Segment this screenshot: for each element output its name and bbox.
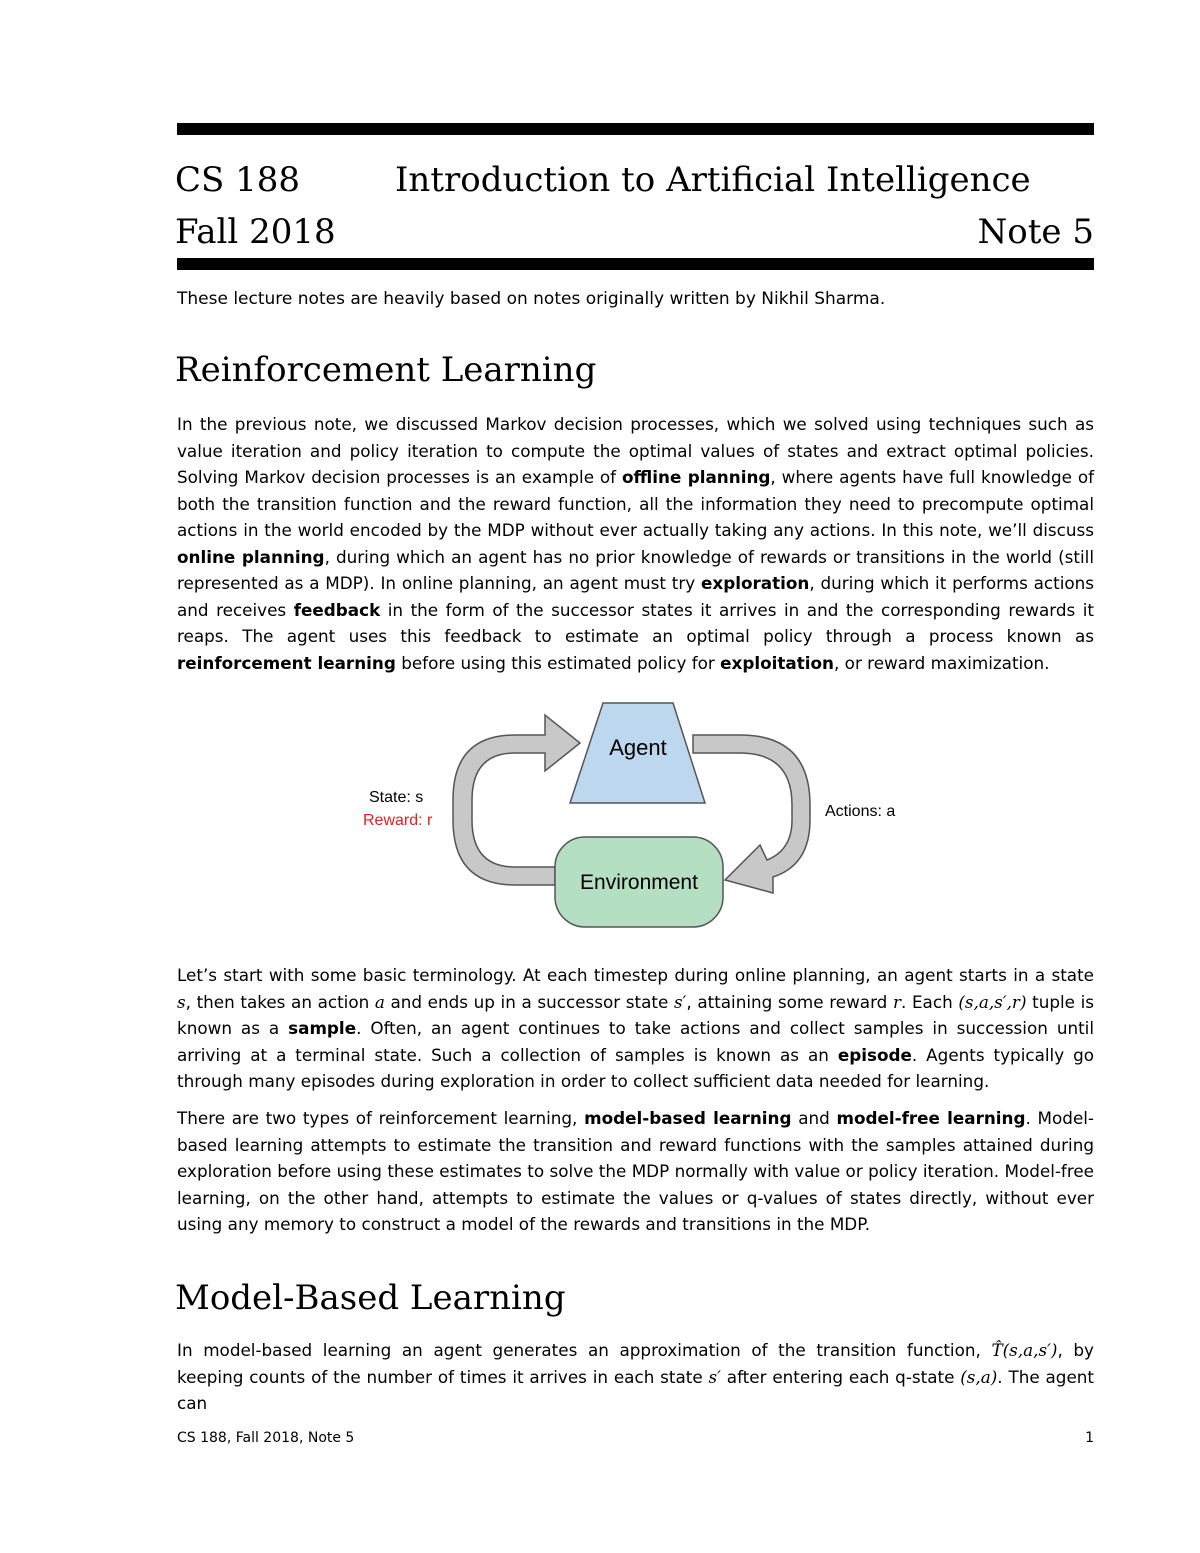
state-label: State: s	[369, 789, 424, 806]
term-bold: exploitation	[720, 652, 835, 673]
text: tuple is known as a	[177, 991, 1094, 1038]
actions-label: Actions: a	[825, 803, 896, 820]
credit-line: These lecture notes are heavily based on notes originally written by Nikhil Sharma.	[177, 289, 886, 309]
text: , during which an agent has no prior knowledge of rewards or transitions in the world (still represented as a MDP). In online planning, an agent must try	[177, 546, 1094, 593]
text: There are two types of reinforcement learning,	[177, 1108, 585, 1128]
term-bold: reinforcement learning	[177, 652, 396, 673]
types-paragraph	[177, 1105, 1094, 1238]
top-rule	[177, 123, 1094, 135]
math: (s,a,s′,r)	[958, 991, 1027, 1012]
term-bold: model-free learning	[836, 1108, 1026, 1128]
text: , by keeping counts of the number of times it arrives in each state	[177, 1340, 1094, 1387]
math: s	[177, 991, 186, 1012]
reward-label: Reward: r	[363, 812, 433, 829]
agent-label: Agent	[609, 735, 667, 760]
text: In model-based learning an agent generates an approximation of the transition function,	[177, 1340, 992, 1360]
term-bold: exploration	[700, 573, 810, 593]
text: . Agents typically go through many episodes during exploration in order to collect sufficient data needed for learning.	[177, 1044, 1094, 1091]
text: , or reward maximization.	[834, 652, 1050, 673]
text: in the form of the successor states it arrives in and the corresponding rewards it reaps. The agent uses this feedback to estimate an optimal policy through a process known as	[177, 599, 1094, 646]
text: , during which it performs actions and receives	[177, 573, 1094, 620]
math: a	[374, 991, 385, 1012]
text: , then takes an action	[185, 991, 375, 1012]
intro-paragraph	[177, 411, 1094, 676]
term-bold: online planning	[177, 546, 325, 567]
course-number: CS 188	[175, 160, 301, 200]
term-bold: episode	[837, 1044, 912, 1065]
note-number: Note 5	[977, 212, 1094, 252]
math: s′	[708, 1366, 721, 1387]
term-bold: offline planning	[621, 467, 771, 487]
text: before using this estimated policy for	[395, 652, 721, 673]
math: s′	[673, 991, 687, 1012]
text: . Model-based learning attempts to estimate the transition and reward functions with the samples attained during exploration before using these estimates to solve the MDP normally with value or policy iteration. Model-free learning, on the other hand, attempts to estimate the values or q-values of states directly, without ever using any memory to construct a model of the rewards and transitions in the MDP.	[177, 1108, 1094, 1234]
text: and ends up in a successor state	[384, 991, 674, 1012]
bottom-rule	[177, 258, 1094, 270]
course-title: Introduction to Artificial Intelligence	[395, 160, 1031, 200]
text: , attaining some reward	[686, 991, 893, 1012]
math: T̂(s,a,s′)	[991, 1340, 1058, 1360]
text: Let’s start with some basic terminology. At each timestep during online planning, an agent starts in a state	[177, 965, 1094, 985]
section-heading-mbl: Model-Based Learning	[175, 1278, 566, 1318]
environment-label: Environment	[580, 871, 698, 894]
math: (s,a)	[960, 1366, 998, 1387]
agent-environment-diagram	[355, 695, 915, 935]
text: and	[791, 1108, 837, 1128]
text: . Often, an agent continues to take actions and collect samples in succession until arriving at a terminal state. Such a collection of samples is known as an	[177, 1018, 1094, 1065]
text: , where agents have full knowledge of both the transition function and the reward function, all the information they need to precompute optimal actions in the world encoded by the MDP without ever actually taking any actions. In this note, we’ll discuss	[177, 467, 1094, 540]
term: Fall 2018	[175, 212, 336, 252]
term-bold: model-based learning	[584, 1108, 792, 1128]
model-based-paragraph	[177, 1337, 1094, 1417]
footer-left: CS 188, Fall 2018, Note 5	[177, 1430, 355, 1446]
section-heading-rl: Reinforcement Learning	[175, 350, 597, 390]
page-number: 1	[1085, 1430, 1094, 1446]
terminology-paragraph	[177, 962, 1094, 1095]
text: . Each	[901, 991, 959, 1012]
text: In the previous note, we discussed Markov decision processes, which we solved using techniques such as value iteration and policy iteration to compute the optimal values of states and extract optimal policies. Solving Markov decision processes is an example of	[177, 414, 1094, 487]
math: r	[892, 991, 901, 1012]
term-bold: feedback	[293, 599, 381, 620]
text: after entering each q-state	[720, 1366, 961, 1387]
text: . The agent can	[177, 1366, 1094, 1413]
term-bold: sample	[288, 1018, 357, 1038]
